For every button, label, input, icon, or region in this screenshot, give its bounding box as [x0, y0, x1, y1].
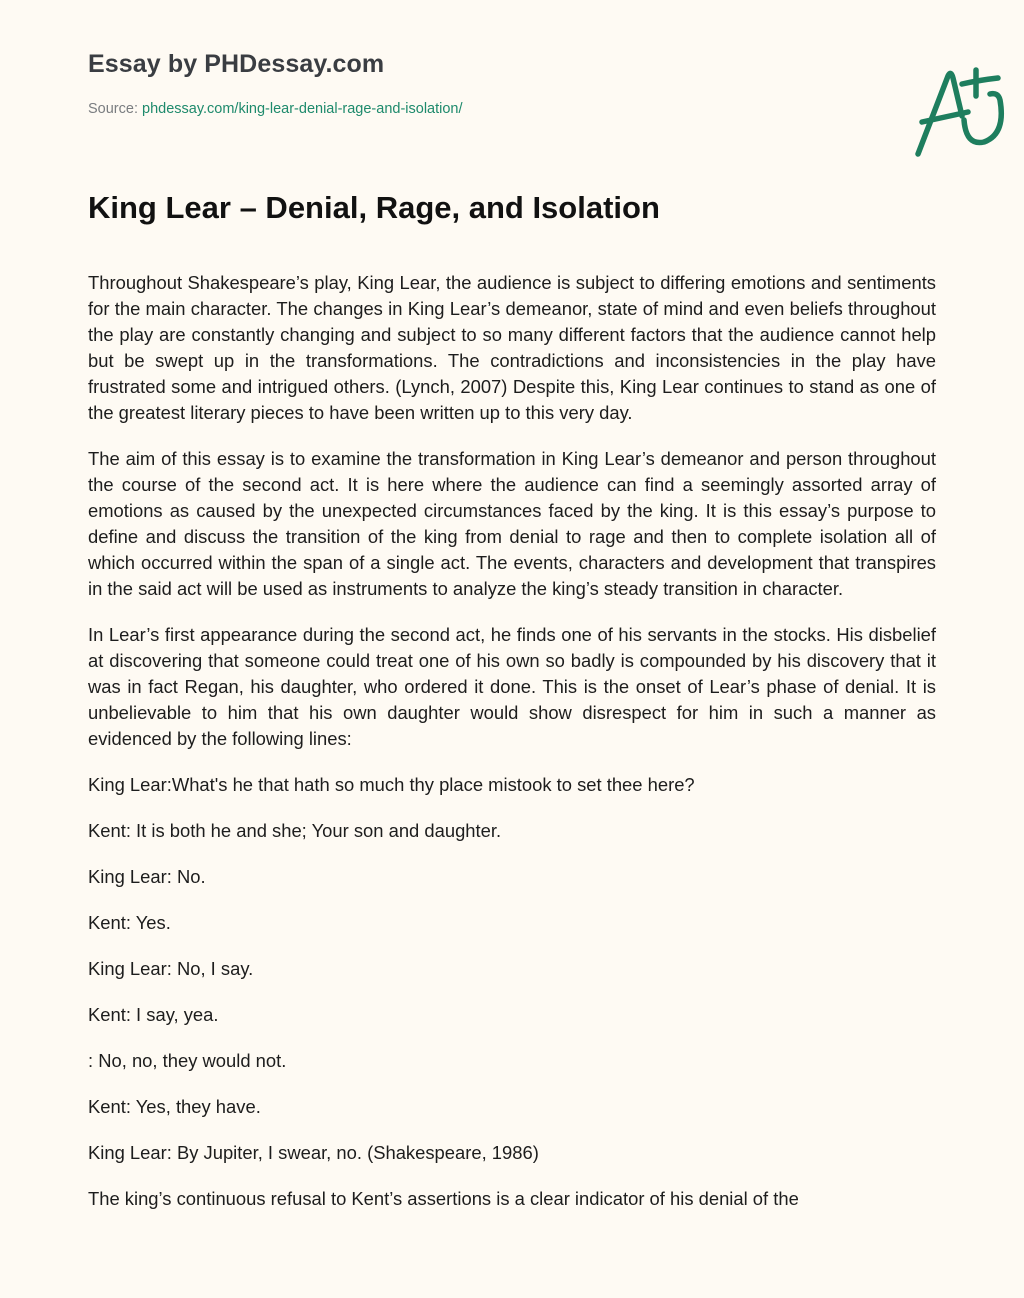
- dialogue-line: Kent: Yes.: [88, 912, 171, 933]
- dialogue-line: Kent: I say, yea.: [88, 1004, 219, 1025]
- source-label: Source:: [88, 101, 142, 117]
- dialogue-line: Kent: It is both he and she; Your son and daughter.: [88, 820, 502, 841]
- essay-body: [88, 270, 936, 1232]
- page-cutoff: [0, 1251, 1024, 1298]
- paragraph: The king’s continuous refusal to Kent’s assertions is a clear indicator of his denial of the: [88, 1188, 799, 1209]
- dialogue-line: King Lear: No.: [88, 866, 206, 887]
- paragraph: The aim of this essay is to examine the transformation in King Lear’s demeanor and person throughout the course of the second act. It is here where the audience can find a seemingly assorted array of emotions as caused by the unexpected circumstances faced by the king. It is this essay’s purpose to define and discuss the transition of the king from denial to rage and then to complete isolation all of which occurred within the span of a single act. The events, characters and development that transpires in the said act will be used as instruments to analyze the king’s steady transition in character.: [88, 448, 936, 599]
- site-brand: Essay by PHDessay.com: [88, 50, 385, 78]
- dialogue-line: King Lear: By Jupiter, I swear, no. (Shakespeare, 1986): [88, 1142, 539, 1163]
- paragraph: In Lear’s first appearance during the second act, he finds one of his servants in the stocks. His disbelief at discovering that someone could treat one of his own so badly is compounded by his discovery that it was in fact Regan, his daughter, who ordered it done. This is the onset of Lear’s phase of denial. It is unbelievable to him that his own daughter would show disrespect for him in such a manner as evidenced by the following lines:: [88, 624, 936, 749]
- page-title: King Lear – Denial, Rage, and Isolation: [88, 190, 660, 225]
- dialogue-line: King Lear: No, I say.: [88, 958, 254, 979]
- a-plus-grade-icon: [910, 64, 1016, 160]
- dialogue-line: King Lear:What's he that hath so much thy place mistook to set thee here?: [88, 774, 695, 795]
- paragraph: Throughout Shakespeare’s play, King Lear, the audience is subject to differing emotions and sentiments for the main character. The changes in King Lear’s demeanor, state of mind and even beliefs throughout the play are constantly changing and subject to so many different factors that the audience cannot help but be swept up in the transformations. The contradictions and inconsistencies in the play have frustrated some and intrigued others. (Lynch, 2007) Despite this, King Lear continues to stand as one of the greatest literary pieces to have been written up to this very day.: [88, 272, 936, 423]
- dialogue-line: Kent: Yes, they have.: [88, 1096, 261, 1117]
- source-link[interactable]: phdessay.com/king-lear-denial-rage-and-isolation/: [142, 101, 463, 117]
- source-line: [88, 101, 463, 117]
- dialogue-line: : No, no, they would not.: [88, 1050, 287, 1071]
